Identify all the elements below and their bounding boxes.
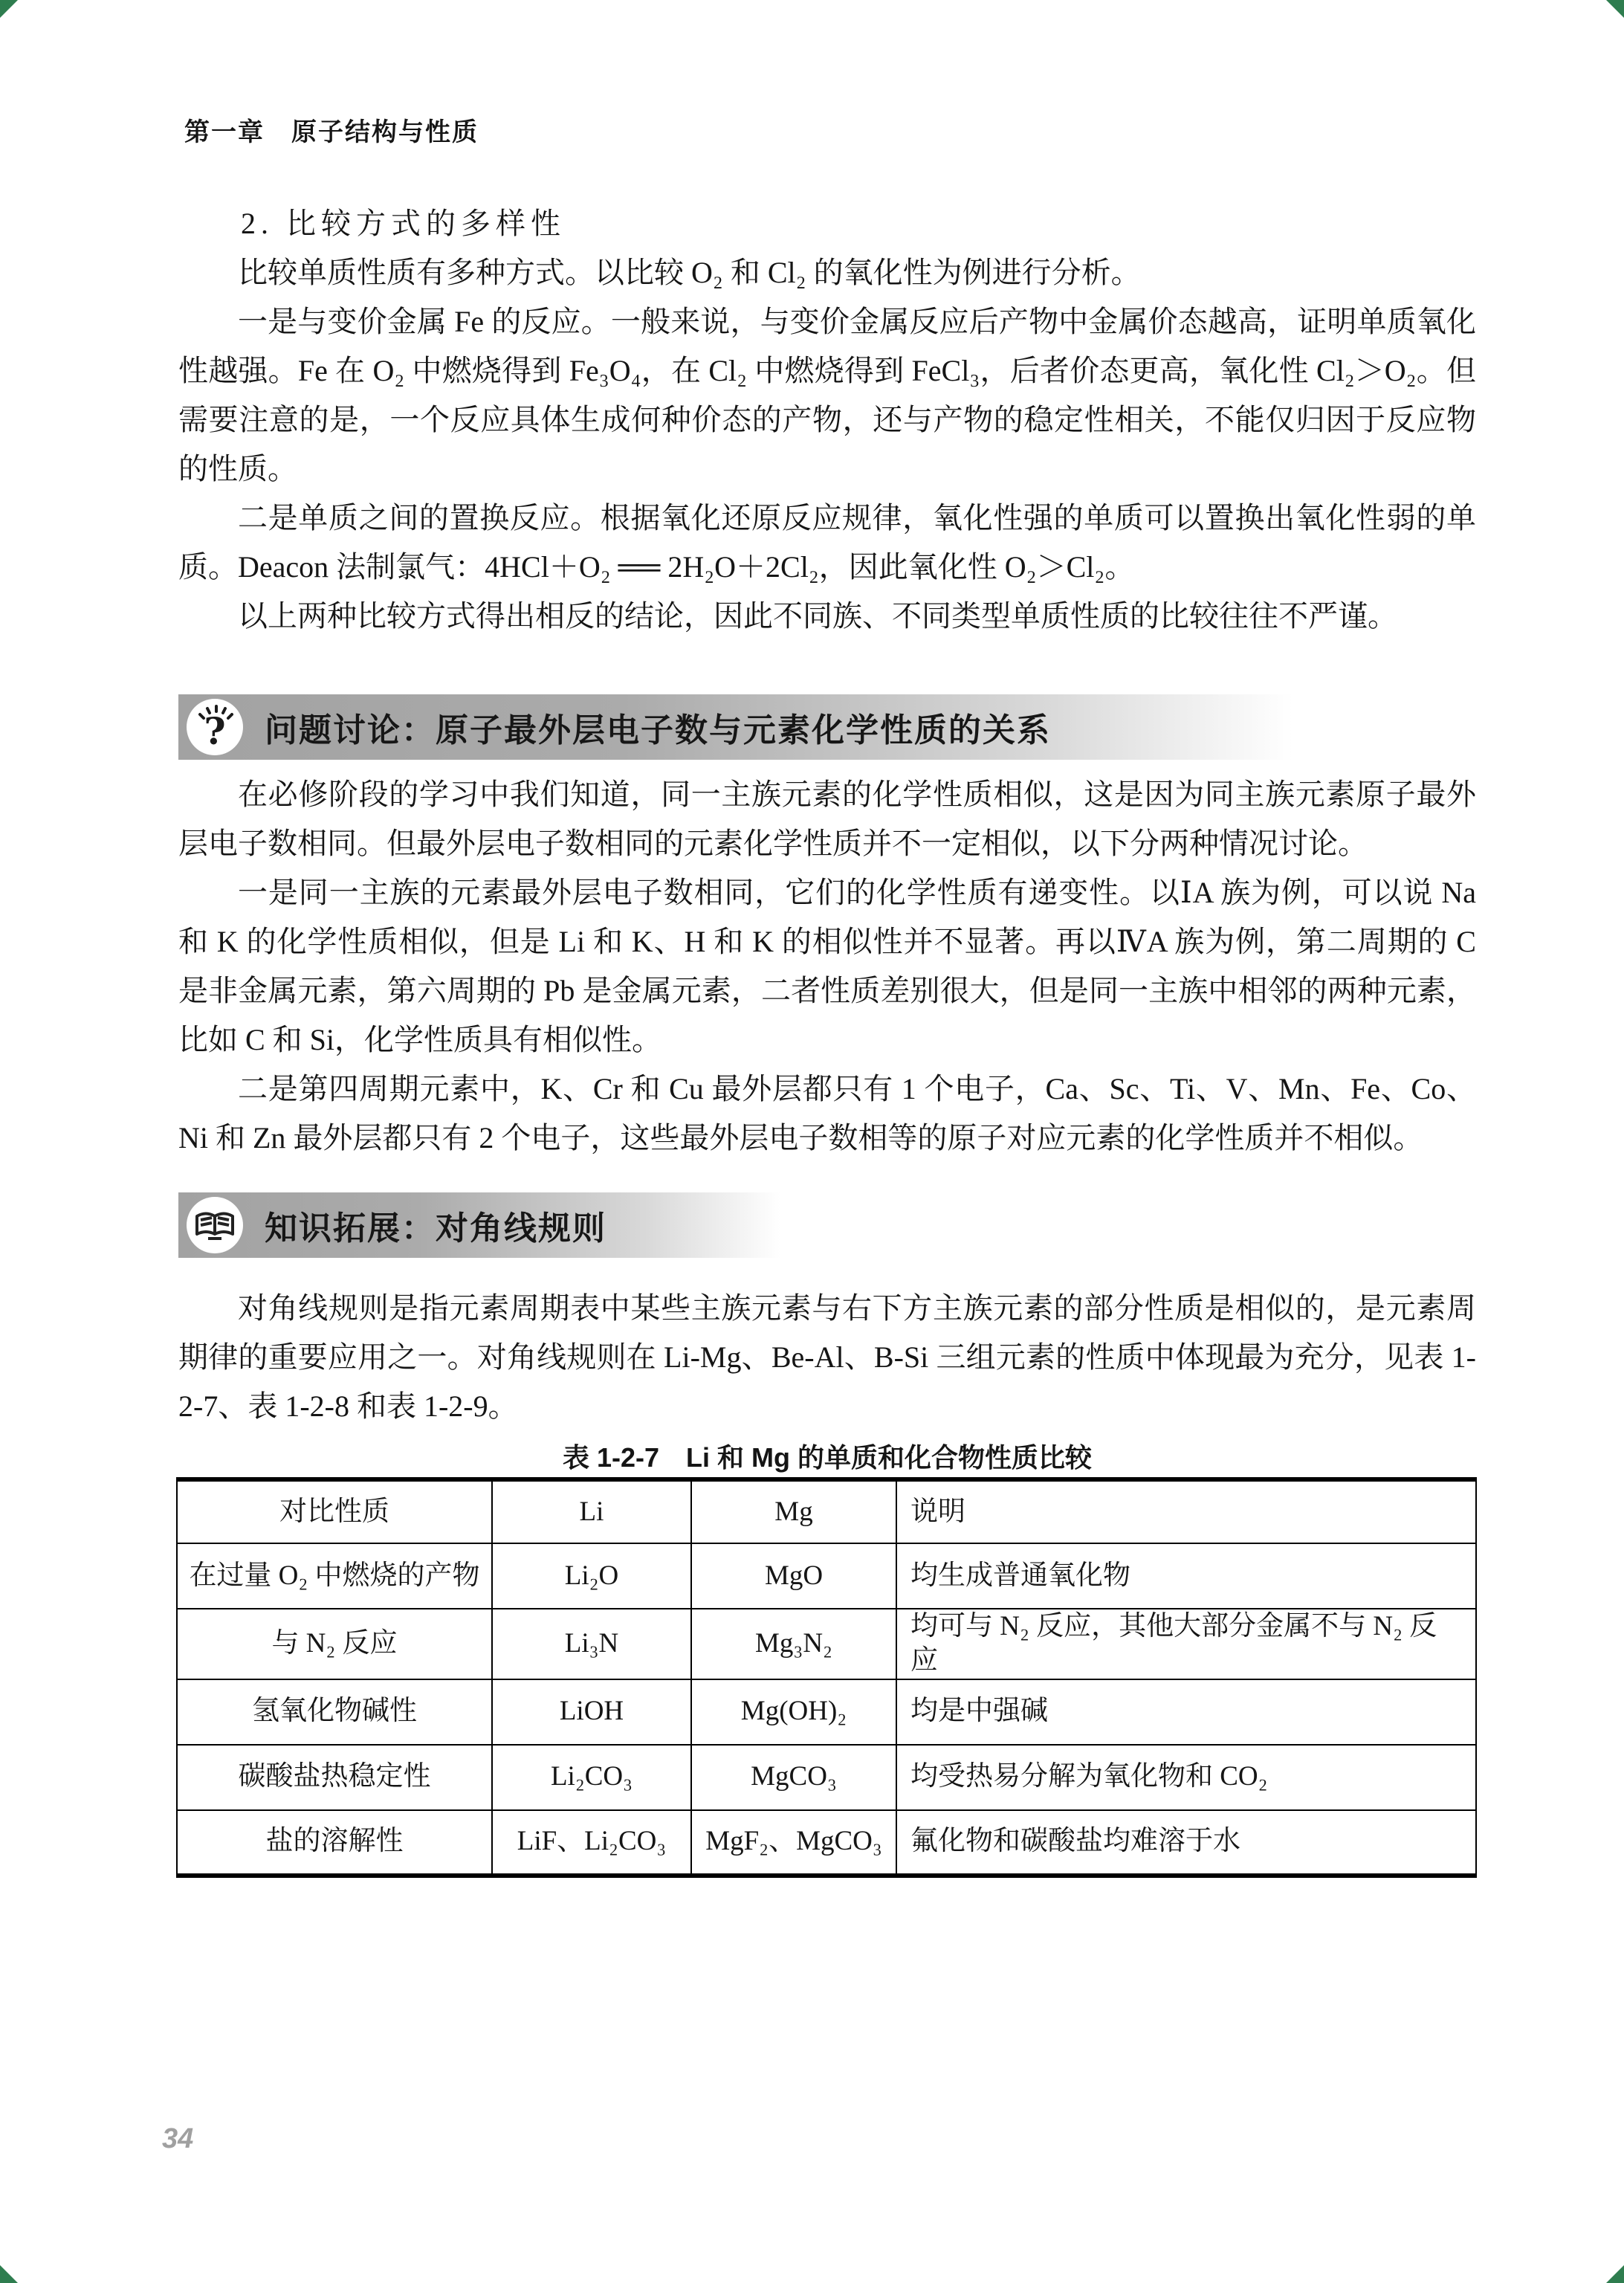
table-cell: Li₃N (492, 1609, 691, 1679)
paragraph-discussion-3: 二是第四周期元素中，K、Cr 和 Cu 最外层都只有 1 个电子，Ca、Sc、Ti、V、Mn、Fe、Co、Ni 和 Zn 最外层都只有 2 个电子，这些最外层电子数相等的原子对应元素的化学性质并不相似。 (178, 1072, 1476, 1155)
paragraph-intro-3: 二是单质之间的置换反应。根据氧化还原反应规律，氧化性强的单质可以置换出氧化性弱的单质。Deacon 法制氯气：4HCl＋O₂ ══ 2H₂O＋2Cl₂，因此氧化性 O₂＞Cl₂。 (178, 501, 1476, 584)
discussion-title: 问题讨论：原子最外层电子数与元素化学性质的关系 (265, 712, 1051, 749)
table-caption: 表 1-2-7 Li 和 Mg 的单质和化合物性质比较 (562, 1442, 1093, 1473)
table-cell: 在过量 O₂ 中燃烧的产物 (177, 1543, 492, 1609)
table-cell: 均生成普通氧化物 (896, 1543, 1476, 1609)
table-cell: Mg₃N₂ (691, 1609, 896, 1679)
paragraph-expansion-1: 对角线规则是指元素周期表中某些主族元素与右下方主族元素的部分性质是相似的，是元素周期律的重要应用之一。对角线规则在 Li-Mg、Be-Al、B-Si 三组元素的性质中体现最为充分，见表 1-2-7、表 1-2-8 和表 1-2-9。 (178, 1291, 1476, 1423)
table-cell: 氟化物和碳酸盐均难溶于水 (896, 1810, 1476, 1876)
table-cell: MgCO₃ (691, 1745, 896, 1810)
paragraph-intro-1: 比较单质性质有多种方式。以比较 O₂ 和 Cl₂ 的氧化性为例进行分析。 (238, 256, 1141, 289)
table-header-row (177, 1479, 1476, 1543)
scan-corner-mark (1606, 0, 1624, 18)
paragraph-discussion-1: 在必修阶段的学习中我们知道，同一主族元素的化学性质相似，这是因为同主族元素原子最外层电子数相同。但最外层电子数相同的元素化学性质并不一定相似，以下分两种情况讨论。 (178, 778, 1476, 860)
scan-corner-mark (1606, 2265, 1624, 2283)
question-mark-icon (186, 698, 244, 756)
table-row (177, 1810, 1476, 1876)
discussion-section-header (178, 694, 1293, 760)
table-header-cell: 说明 (896, 1479, 1476, 1543)
table-header-cell: 对比性质 (177, 1479, 492, 1543)
table-cell: 均受热易分解为氧化物和 CO₂ (896, 1745, 1476, 1810)
paragraph-intro-4: 以上两种比较方式得出相反的结论，因此不同族、不同类型单质性质的比较往往不严谨。 (238, 599, 1397, 633)
table-cell: MgF₂、MgCO₃ (691, 1810, 896, 1876)
paragraph-discussion-2: 一是同一主族的元素最外层电子数相同，它们的化学性质有递变性。以ⅠA 族为例，可以说 Na 和 K 的化学性质相似，但是 Li 和 K、H 和 K 的相似性并不显著。再以ⅣA 族为例，第二周期的 C 是非金属元素，第六周期的 Pb 是金属元素，二者性质差别很大，但是同一主族中相邻的两种元素，比如 C 和 Si，化学性质具有相似性。 (178, 876, 1476, 1056)
table-cell: LiOH (492, 1679, 691, 1745)
table-row (177, 1679, 1476, 1745)
table-cell: 氢氧化物碱性 (177, 1679, 492, 1745)
page-number: 34 (162, 2123, 194, 2154)
table-cell: Li₂CO₃ (492, 1745, 691, 1810)
table-row (177, 1745, 1476, 1810)
table-cell: 碳酸盐热稳定性 (177, 1745, 492, 1810)
table-header-cell: Li (492, 1479, 691, 1543)
open-book-icon (186, 1196, 244, 1254)
svg-text:?: ? (204, 709, 226, 753)
table-cell: LiF、Li₂CO₃ (492, 1810, 691, 1876)
scan-corner-mark (0, 0, 18, 18)
table-row (177, 1543, 1476, 1609)
table-cell: 盐的溶解性 (177, 1810, 492, 1876)
subsection-heading: 2. 比较方式的多样性 (241, 207, 566, 240)
expansion-title: 知识拓展：对角线规则 (265, 1210, 606, 1247)
table-cell: 与 N₂ 反应 (177, 1609, 492, 1679)
table-cell: 均可与 N₂ 反应，其他大部分金属不与 N₂ 反应 (896, 1609, 1476, 1679)
paragraph-intro-2: 一是与变价金属 Fe 的反应。一般来说，与变价金属反应后产物中金属价态越高，证明单质氧化性越强。Fe 在 O₂ 中燃烧得到 Fe₃O₄，在 Cl₂ 中燃烧得到 FeCl₃，后者价态更高，氧化性 Cl₂＞O₂。但需要注意的是，一个反应具体生成何种价态的产物，还与产物的稳定性相关，不能仅归因于反应物的性质。 (178, 305, 1476, 485)
table-cell: 均是中强碱 (896, 1679, 1476, 1745)
page-content (178, 199, 1476, 1878)
comparison-table (176, 1477, 1477, 1878)
table-cell: MgO (691, 1543, 896, 1609)
expansion-section-header (178, 1192, 780, 1258)
table-header-cell: Mg (691, 1479, 896, 1543)
table-cell: Mg(OH)₂ (691, 1679, 896, 1745)
scan-corner-mark (0, 2265, 18, 2283)
table-row (177, 1609, 1476, 1679)
chapter-header: 第一章 原子结构与性质 (184, 118, 479, 146)
table-cell: Li₂O (492, 1543, 691, 1609)
